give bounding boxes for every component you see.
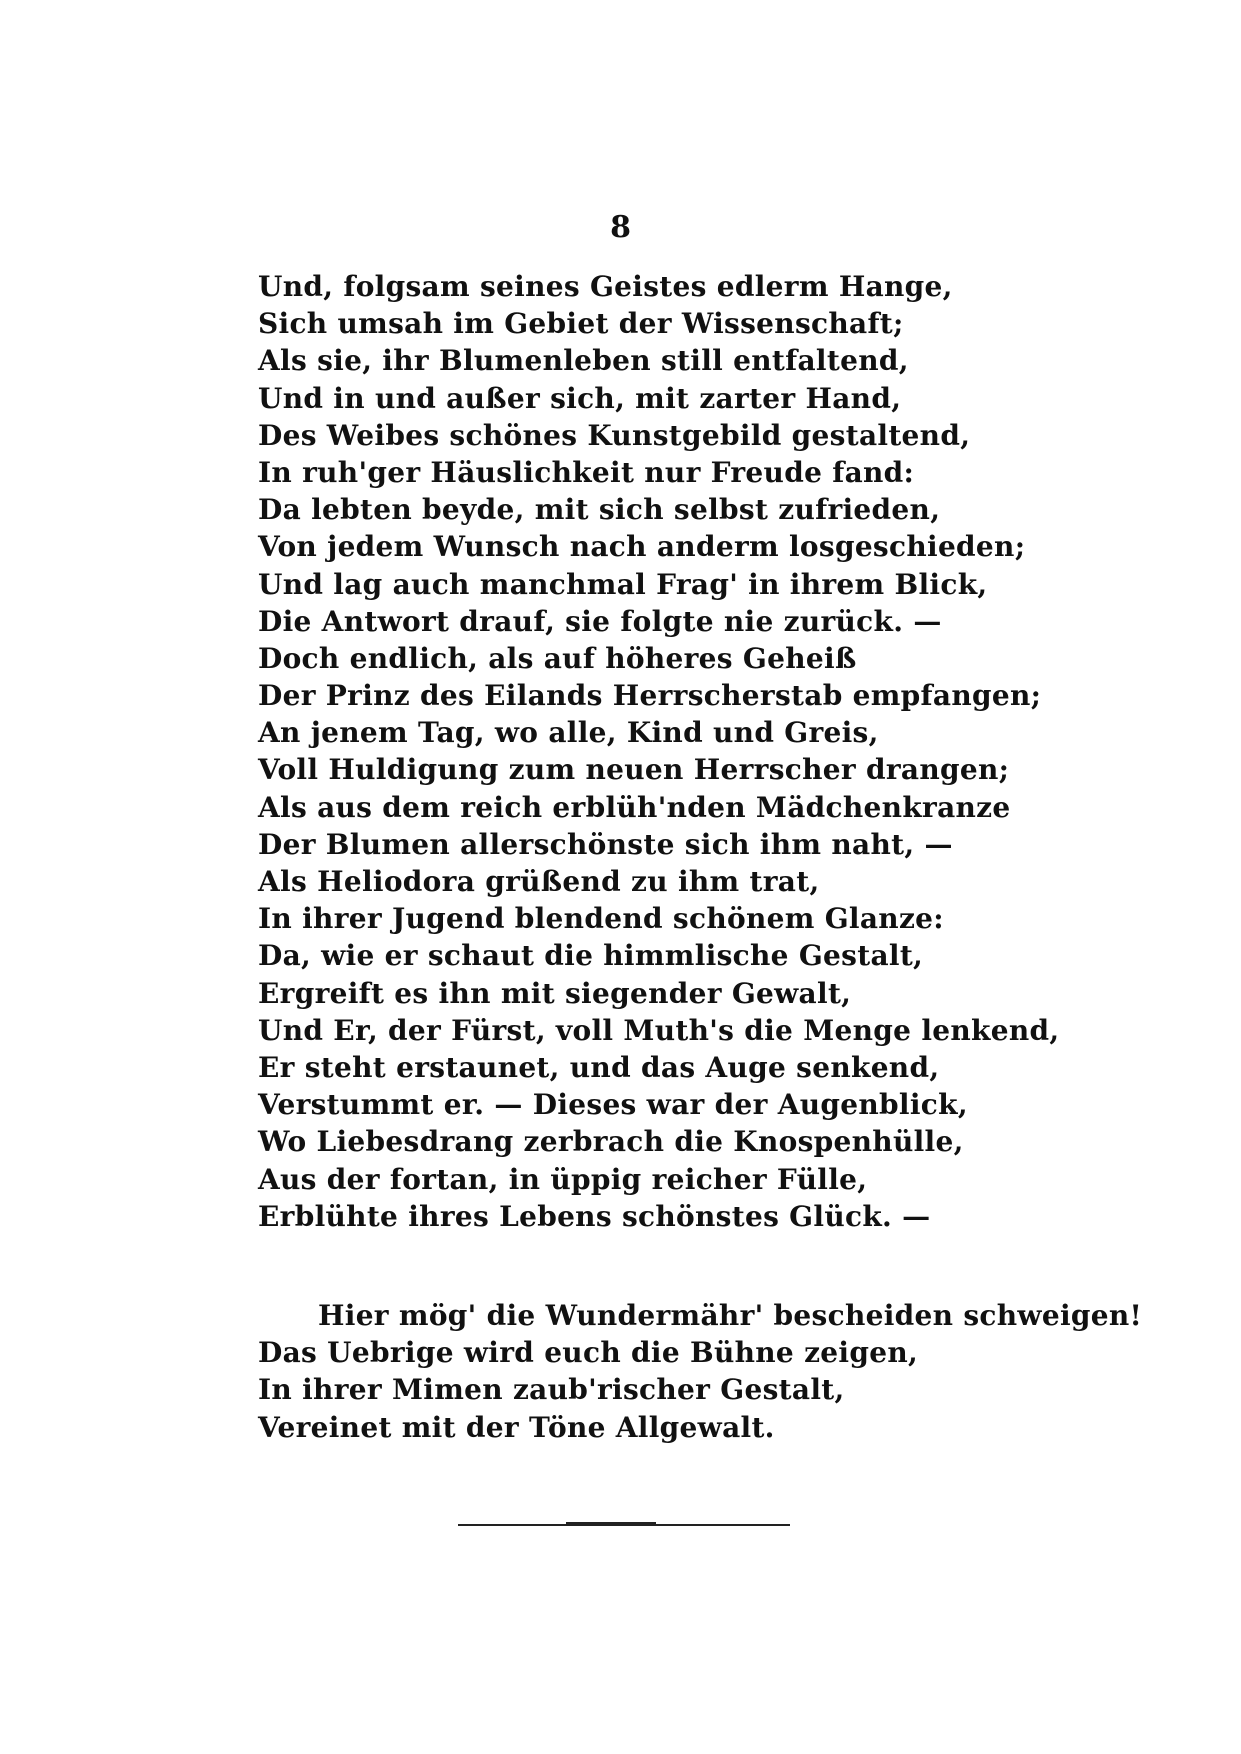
verse-line: Des Weibes schönes Kunstgebild gestaltend, bbox=[258, 418, 971, 452]
stanza-1 bbox=[258, 268, 1060, 1235]
verse-line: Die Antwort drauf, sie folgte nie zurück. — bbox=[258, 604, 942, 638]
verse-line: Da lebten beyde, mit sich selbst zufrieden, bbox=[258, 493, 941, 527]
verse-line: Und in und außer sich, mit zarter Hand, bbox=[258, 381, 902, 415]
closing-rule-center bbox=[566, 1522, 656, 1526]
verse-line: Sich umsah im Gebiet der Wissenschaft; bbox=[258, 307, 904, 341]
verse-line: In ihrer Mimen zaub'rischer Gestalt, bbox=[258, 1373, 845, 1407]
verse-line: Als Heliodora grüßend zu ihm trat, bbox=[258, 865, 820, 898]
verse-line: Er steht erstaunet, und das Auge senkend, bbox=[258, 1050, 940, 1084]
verse-line: Der Blumen allerschönste sich ihm naht, — bbox=[258, 827, 953, 861]
verse-line: Und, folgsam seines Geistes edlerm Hange, bbox=[258, 270, 953, 303]
page-number: 8 bbox=[610, 210, 631, 245]
verse-line: Wo Liebesdrang zerbrach die Knospenhülle, bbox=[258, 1125, 964, 1159]
verse-line: Und Er, der Fürst, voll Muth's die Menge lenkend, bbox=[258, 1013, 1060, 1047]
verse-line: Doch endlich, als auf höheres Geheiß bbox=[258, 641, 857, 675]
verse-line: Da, wie er schaut die himmlische Gestalt, bbox=[258, 939, 924, 973]
verse-line: Hier mög' die Wundermähr' bescheiden schweigen! bbox=[318, 1299, 1143, 1332]
verse-line: Verstummt er. — Dieses war der Augenblick, bbox=[258, 1088, 968, 1122]
stanza-2 bbox=[258, 1297, 1143, 1446]
verse-line: Ergreift es ihn mit siegender Gewalt, bbox=[258, 976, 852, 1010]
verse-line: Als sie, ihr Blumenleben still entfaltend, bbox=[258, 344, 909, 378]
verse-line: Als aus dem reich erblüh'nden Mädchenkranze bbox=[258, 790, 1011, 824]
verse-line: Aus der fortan, in üppig reicher Fülle, bbox=[258, 1162, 868, 1196]
verse-line: Von jedem Wunsch nach anderm losgeschieden; bbox=[258, 530, 1026, 564]
verse-line: In ruh'ger Häuslichkeit nur Freude fand: bbox=[258, 455, 915, 489]
verse-line: In ihrer Jugend blendend schönem Glanze: bbox=[258, 902, 944, 936]
verse-line: Das Uebrige wird euch die Bühne zeigen, bbox=[258, 1336, 919, 1370]
verse-line: Voll Huldigung zum neuen Herrscher drangen; bbox=[258, 753, 1010, 787]
verse-line: Und lag auch manchmal Frag' in ihrem Blick, bbox=[258, 567, 988, 601]
verse-line: Vereinet mit der Töne Allgewalt. bbox=[258, 1410, 775, 1444]
verse-line: An jenem Tag, wo alle, Kind und Greis, bbox=[258, 716, 879, 750]
verse-line: Erblühte ihres Lebens schönstes Glück. — bbox=[258, 1199, 931, 1233]
verse-line: Der Prinz des Eilands Herrscherstab empfangen; bbox=[258, 679, 1042, 713]
